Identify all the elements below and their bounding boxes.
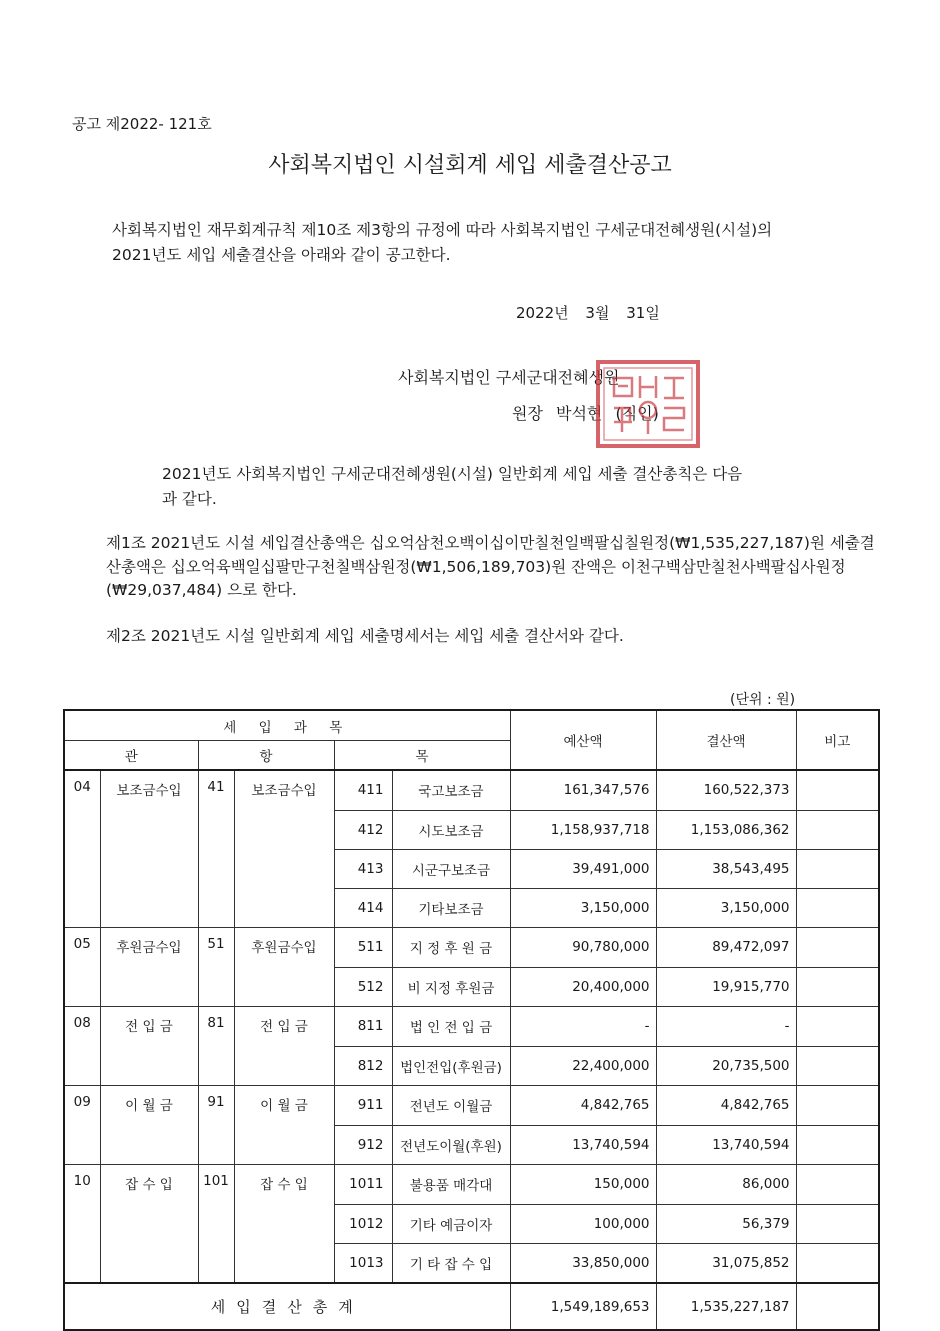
document-title: 사회복지법인 시설회계 세입 세출결산공고 <box>268 153 672 178</box>
gwan-code: 10 <box>64 1165 100 1205</box>
note-cell <box>796 1046 879 1086</box>
mok-name: 법 인 전 입 금 <box>392 1007 510 1047</box>
mok-name: 시군구보조금 <box>392 849 510 888</box>
revenue-settlement-table <box>63 709 880 1331</box>
hang-name: 잡 수 입 <box>234 1165 334 1205</box>
gwan-code <box>64 1125 100 1165</box>
mok-name: 비 지정 후원금 <box>392 967 510 1007</box>
mok-code: 1012 <box>334 1204 392 1243</box>
hang-code <box>198 967 234 1007</box>
hang-code: 91 <box>198 1086 234 1126</box>
mok-code: 411 <box>334 770 392 810</box>
mok-code: 911 <box>334 1086 392 1126</box>
mok-name: 시도보조금 <box>392 810 510 849</box>
official-seal-stamp <box>594 358 702 450</box>
total-budget: 1,549,189,653 <box>510 1283 656 1330</box>
hang-name <box>234 888 334 928</box>
budget-value: 150,000 <box>510 1165 656 1205</box>
budget-value: 33,850,000 <box>510 1243 656 1283</box>
settlement-value: 86,000 <box>656 1165 796 1205</box>
gwan-name: 후원금수입 <box>100 928 198 968</box>
hang-code: 101 <box>198 1165 234 1205</box>
budget-value: 22,400,000 <box>510 1046 656 1086</box>
mok-name: 지 정 후 원 금 <box>392 928 510 968</box>
mok-code: 1011 <box>334 1165 392 1205</box>
note-cell <box>796 888 879 928</box>
gwan-name <box>100 1046 198 1086</box>
article-1: 제1조 2021년도 시설 세입결산총액은 십오억삼천오백이십이만칠천일백팔십칠원정(₩1,535,227,187)원 세출결산총액은 십오억육백일십팔만구천칠백삼원정(₩1,506,189,703)원 잔액은 이천구백삼만칠천사백팔십사원정(₩29,037,484) 으로 한다. <box>106 534 875 599</box>
table-row <box>64 770 879 810</box>
hang-name: 이 월 금 <box>234 1086 334 1126</box>
settlement-value: 31,075,852 <box>656 1243 796 1283</box>
budget-value: 13,740,594 <box>510 1125 656 1165</box>
settlement-value: 20,735,500 <box>656 1046 796 1086</box>
notice-date: 2022년 3월 31일 <box>516 304 660 322</box>
settlement-value: 19,915,770 <box>656 967 796 1007</box>
table-header-row-1 <box>64 710 879 741</box>
header-note: 비고 <box>796 710 879 770</box>
table-row <box>64 1165 879 1205</box>
mok-code: 511 <box>334 928 392 968</box>
hang-code: 81 <box>198 1007 234 1047</box>
table-row <box>64 810 879 849</box>
gwan-code <box>64 888 100 928</box>
note-cell <box>796 770 879 810</box>
summary-paragraph: 2021년도 사회복지법인 구세군대전혜생원(시설) 일반회계 세입 세출 결산총칙은 다음과 같다. <box>162 465 743 508</box>
budget-value: 90,780,000 <box>510 928 656 968</box>
total-label: 세입결산총계 <box>64 1283 510 1330</box>
intro-paragraph: 사회복지법인 재무회계규칙 제10조 제3항의 규정에 따라 사회복지법인 구세군대전혜생원(시설)의 2021년도 세입 세출결산을 아래와 같이 공고한다. <box>112 221 773 264</box>
gwan-code <box>64 1204 100 1243</box>
gwan-code <box>64 967 100 1007</box>
mok-code: 1013 <box>334 1243 392 1283</box>
hang-code <box>198 1243 234 1283</box>
total-settlement: 1,535,227,187 <box>656 1283 796 1330</box>
gwan-name <box>100 888 198 928</box>
table-row <box>64 1046 879 1086</box>
gwan-name: 전 입 금 <box>100 1007 198 1047</box>
header-category: 세 입 과 목 <box>64 710 510 741</box>
header-settlement: 결산액 <box>656 710 796 770</box>
gwan-name: 이 월 금 <box>100 1086 198 1126</box>
mok-code: 912 <box>334 1125 392 1165</box>
gwan-code: 09 <box>64 1086 100 1126</box>
hang-name <box>234 1125 334 1165</box>
budget-value: 161,347,576 <box>510 770 656 810</box>
mok-code: 812 <box>334 1046 392 1086</box>
hang-name: 후원금수입 <box>234 928 334 968</box>
hang-name <box>234 810 334 849</box>
table-row <box>64 928 879 968</box>
note-cell <box>796 967 879 1007</box>
budget-value: 100,000 <box>510 1204 656 1243</box>
mok-name: 불용품 매각대 <box>392 1165 510 1205</box>
mok-name: 전년도이월(후원) <box>392 1125 510 1165</box>
settlement-value: 56,379 <box>656 1204 796 1243</box>
gwan-code: 08 <box>64 1007 100 1047</box>
mok-code: 412 <box>334 810 392 849</box>
settlement-value: 89,472,097 <box>656 928 796 968</box>
mok-name: 기타 예금이자 <box>392 1204 510 1243</box>
budget-value: 1,158,937,718 <box>510 810 656 849</box>
settlement-value: 160,522,373 <box>656 770 796 810</box>
hang-code <box>198 1125 234 1165</box>
unit-label: (단위 : 원) <box>730 692 796 708</box>
mok-name: 기타보조금 <box>392 888 510 928</box>
table-row <box>64 1125 879 1165</box>
hang-code <box>198 888 234 928</box>
gwan-name <box>100 1243 198 1283</box>
gwan-code <box>64 1243 100 1283</box>
hang-code <box>198 849 234 888</box>
hang-code <box>198 1046 234 1086</box>
hang-name <box>234 1046 334 1086</box>
note-cell <box>796 849 879 888</box>
hang-name <box>234 967 334 1007</box>
note-cell <box>796 1125 879 1165</box>
hang-name: 전 입 금 <box>234 1007 334 1047</box>
table-row <box>64 1204 879 1243</box>
gwan-name <box>100 1204 198 1243</box>
note-cell <box>796 1204 879 1243</box>
total-note <box>796 1283 879 1330</box>
note-cell <box>796 1007 879 1047</box>
mok-name: 전년도 이월금 <box>392 1086 510 1126</box>
note-cell <box>796 1165 879 1205</box>
settlement-value: 4,842,765 <box>656 1086 796 1126</box>
gwan-name: 보조금수입 <box>100 770 198 810</box>
mok-code: 413 <box>334 849 392 888</box>
hang-name: 보조금수입 <box>234 770 334 810</box>
table-row <box>64 1007 879 1047</box>
table-row <box>64 1243 879 1283</box>
header-hang: 항 <box>198 741 334 771</box>
organization-name: 사회복지법인 구세군대전혜생원 <box>398 368 620 387</box>
hang-name <box>234 1204 334 1243</box>
hang-code: 51 <box>198 928 234 968</box>
note-cell <box>796 1086 879 1126</box>
settlement-value: - <box>656 1007 796 1047</box>
article-2: 제2조 2021년도 시설 일반회계 세입 세출명세서는 세입 세출 결산서와 같다. <box>106 627 624 645</box>
note-cell <box>796 928 879 968</box>
gwan-code <box>64 810 100 849</box>
budget-value: 39,491,000 <box>510 849 656 888</box>
gwan-code <box>64 849 100 888</box>
gwan-name <box>100 1125 198 1165</box>
mok-code: 811 <box>334 1007 392 1047</box>
mok-name: 기 타 잡 수 입 <box>392 1243 510 1283</box>
director-line: 원장 박석현 (직인) <box>512 404 659 423</box>
header-gwan: 관 <box>64 741 198 771</box>
gwan-code: 04 <box>64 770 100 810</box>
note-cell <box>796 810 879 849</box>
settlement-value: 1,153,086,362 <box>656 810 796 849</box>
hang-code: 41 <box>198 770 234 810</box>
document-number: 공고 제2022- 121호 <box>72 115 212 133</box>
settlement-value: 38,543,495 <box>656 849 796 888</box>
budget-value: - <box>510 1007 656 1047</box>
total-row <box>64 1283 879 1330</box>
mok-name: 법인전입(후원금) <box>392 1046 510 1086</box>
table-row <box>64 888 879 928</box>
note-cell <box>796 1243 879 1283</box>
gwan-name <box>100 849 198 888</box>
settlement-value: 3,150,000 <box>656 888 796 928</box>
budget-value: 20,400,000 <box>510 967 656 1007</box>
gwan-code <box>64 1046 100 1086</box>
header-budget: 예산액 <box>510 710 656 770</box>
table-row <box>64 967 879 1007</box>
hang-name <box>234 849 334 888</box>
table-row <box>64 849 879 888</box>
gwan-code: 05 <box>64 928 100 968</box>
gwan-name <box>100 967 198 1007</box>
settlement-value: 13,740,594 <box>656 1125 796 1165</box>
hang-code <box>198 1204 234 1243</box>
gwan-name <box>100 810 198 849</box>
mok-name: 국고보조금 <box>392 770 510 810</box>
mok-code: 512 <box>334 967 392 1007</box>
hang-code <box>198 810 234 849</box>
header-mok: 목 <box>334 741 510 771</box>
budget-value: 3,150,000 <box>510 888 656 928</box>
hang-name <box>234 1243 334 1283</box>
table-row <box>64 1086 879 1126</box>
budget-value: 4,842,765 <box>510 1086 656 1126</box>
gwan-name: 잡 수 입 <box>100 1165 198 1205</box>
mok-code: 414 <box>334 888 392 928</box>
